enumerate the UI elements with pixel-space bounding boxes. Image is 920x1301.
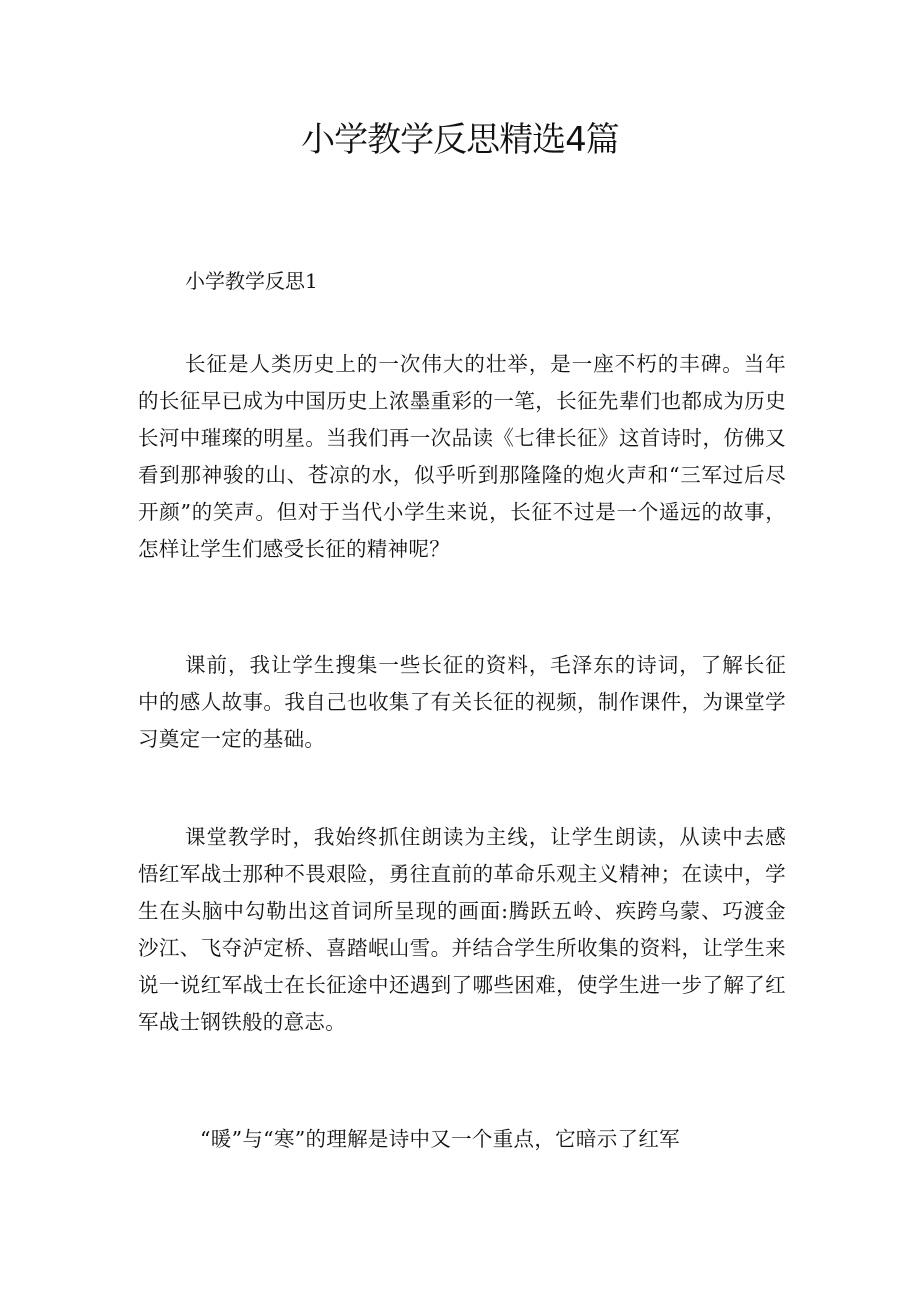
paragraph-1: 长征是人类历史上的一次伟大的壮举，是一座不朽的丰碑。当年的长征早已成为中国历史上浓墨重彩的一笔，长征先辈们也都成为历史长河中璀璨的明星。当我们再一次品读《七律长征》这首诗时，仿佛又看到那神骏的山、苍凉的水，似乎听到那隆隆的炮火声和“三军过后尽开颜”的笑声。但对于当代小学生来说，长征不过是一个遥远的故事，怎样让学生们感受长征的精神呢？: [138, 352, 786, 561]
paragraph-3: 课堂教学时，我始终抓住朗读为主线，让学生朗读，从读中去感悟红军战士那种不畏艰险，勇往直前的革命乐观主义精神；在读中，学生在头脑中勾勒出这首词所呈现的画面:腾跃五岭、疾跨乌蒙、巧渡金沙江、飞夺泸定桥、喜踏岷山雪。并结合学生所收集的资料，让学生来说一说红军战士在长征途中还遇到了哪些困难，使学生进一步了解了红军战士钢铁般的意志。: [138, 825, 786, 1034]
paragraph-4: “暖”与“寒”的理解是诗中又一个重点，它暗示了红军: [200, 1127, 680, 1151]
paragraph-2: 课前，我让学生搜集一些长征的资料，毛泽东的诗词，了解长征中的感人故事。我自己也收集了有关长征的视频，制作课件，为课堂学习奠定一定的基础。: [138, 653, 786, 751]
document-title: 小学教学反思精选4篇: [301, 120, 619, 160]
section-heading: 小学教学反思1: [185, 269, 318, 293]
